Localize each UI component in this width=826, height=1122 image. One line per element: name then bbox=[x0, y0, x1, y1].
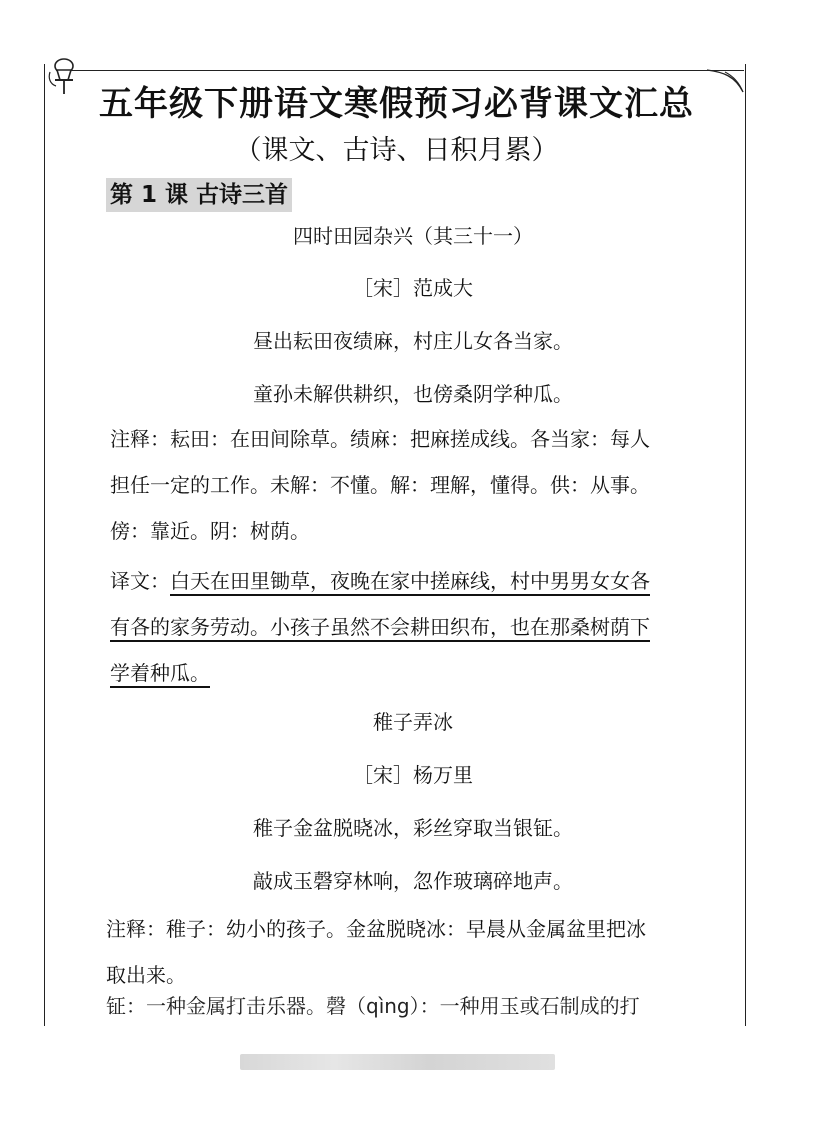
translation-line: 白天在田里锄草，夜晚在家中搓麻线，村中男男女女各 bbox=[170, 569, 650, 593]
lesson-heading: 第 1 课 古诗三首 bbox=[106, 178, 292, 212]
translation-line: 学着种瓜。 bbox=[110, 661, 210, 685]
cutoff-text bbox=[106, 994, 736, 1026]
document-title: 五年级下册语文寒假预习必背课文汇总 bbox=[99, 84, 694, 124]
poem-line: 昼出耘田夜绩麻，村庄儿女各当家。 bbox=[253, 329, 573, 353]
notes-line: 钲：一种金属打击乐器。磬（qìng）：一种用玉或石制成的打 bbox=[106, 994, 640, 1018]
poem-author: ［宋］杨万里 bbox=[353, 763, 473, 787]
poem-author: ［宋］范成大 bbox=[353, 276, 473, 300]
notes-line: 注释：稚子：幼小的孩子。金盆脱晓冰：早晨从金属盆里把冰 bbox=[106, 917, 646, 941]
footer-watermark-bar bbox=[240, 1054, 555, 1070]
poem-line: 敲成玉磬穿林响，忽作玻璃碎地声。 bbox=[253, 869, 573, 893]
poem-line: 稚子金盆脱晓冰，彩丝穿取当银钲。 bbox=[253, 816, 573, 840]
poem-title: 四时田园杂兴（其三十一） bbox=[293, 224, 533, 248]
notes-line: 注释：耘田：在田间除草。绩麻：把麻搓成线。各当家：每人 bbox=[110, 427, 650, 451]
notes-line: 取出来。 bbox=[106, 963, 186, 987]
translation-label: 译文： bbox=[110, 569, 170, 593]
translation-line: 有各的家务劳动。小孩子虽然不会耕田织布，也在那桑树荫下 bbox=[110, 615, 650, 639]
poem-notes bbox=[106, 906, 726, 998]
document-subtitle: （课文、古诗、日积月累） bbox=[234, 135, 559, 166]
notes-line: 担任一定的工作。未解：不懂。解：理解，懂得。供：从事。 bbox=[110, 473, 650, 497]
notes-line: 傍：靠近。阴：树荫。 bbox=[110, 519, 310, 543]
poem-notes bbox=[110, 416, 730, 554]
poem-title: 稚子弄冰 bbox=[373, 710, 453, 734]
poem-line: 童孙未解供耕织，也傍桑阴学种瓜。 bbox=[253, 382, 573, 406]
poem-translation bbox=[110, 558, 730, 696]
